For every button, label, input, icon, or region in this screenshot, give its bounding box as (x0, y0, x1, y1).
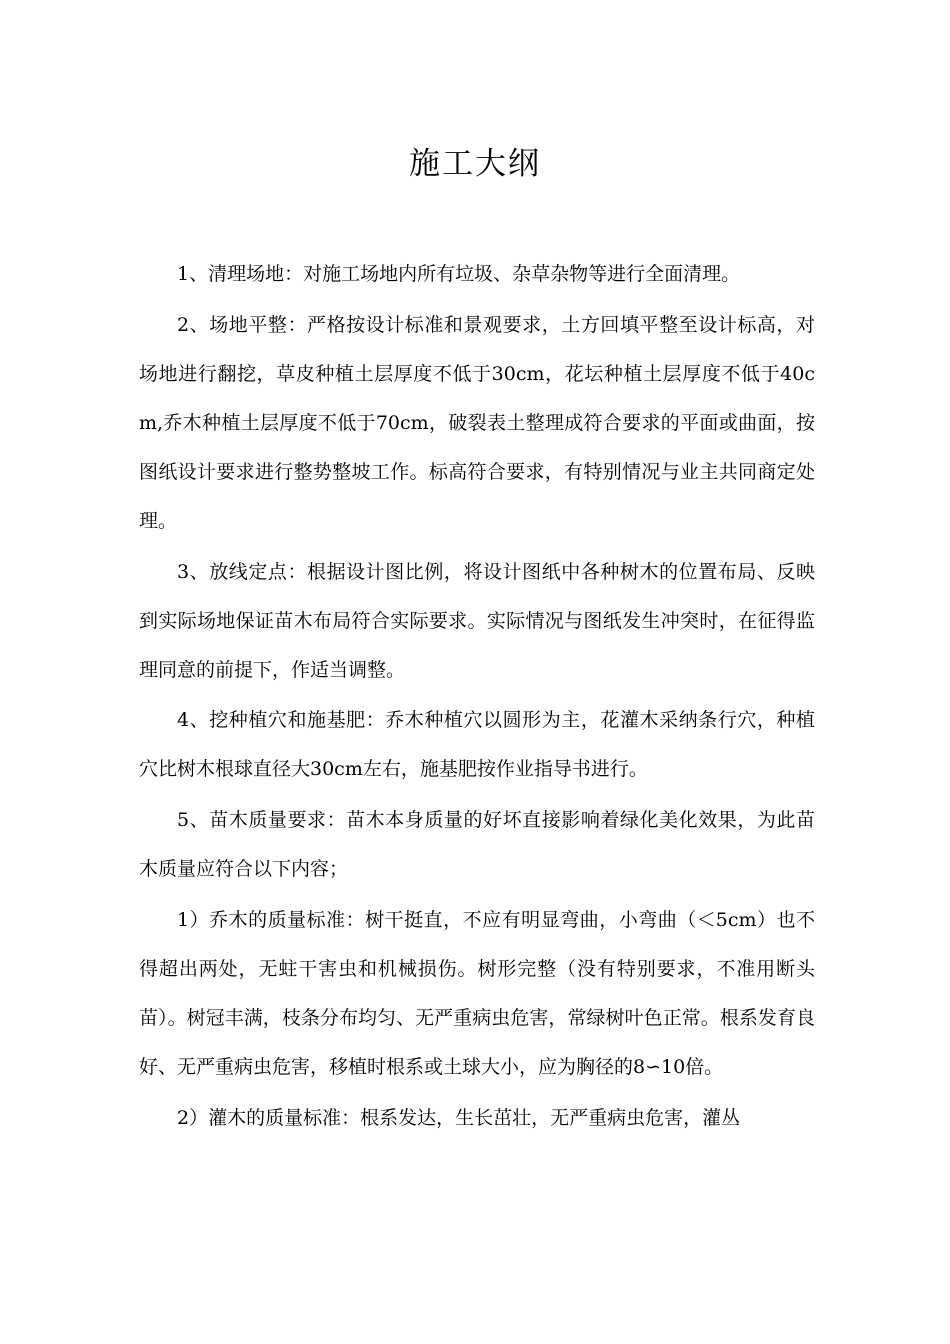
document-body (139, 250, 815, 1143)
paragraph-site-clearing: 1、清理场地：对施工场地内所有垃圾、杂草杂物等进行全面清理。 (177, 263, 741, 285)
paragraph-layout-staking: 3、放线定点：根据设计图比例，将设计图纸中各种树木的位置布局、反映到实际场地保证苗木布局符合实际要求。实际情况与图纸发生冲突时，在征得监理同意的前提下，作适当调整。 (139, 560, 815, 681)
paragraph-planting-pits: 4、挖种植穴和施基肥：乔木种植穴以圆形为主，花灌木采纳条行穴，种植穴比树木根球直径大30cm左右，施基肥按作业指导书进行。 (139, 709, 815, 781)
document-title: 施工大纲 (409, 146, 541, 182)
paragraph-tree-standard: 1）乔木的质量标准：树干挺直，不应有明显弯曲，小弯曲（＜5cm）也不得超出两处，无蛀干害虫和机械损伤。树形完整（没有特别要求，不准用断头苗）。树冠丰满，枝条分布均匀、无严重病虫危害，常绿树叶色正常。根系发育良好、无严重病虫危害，移植时根系或土球大小，应为胸径的8∽10倍。 (139, 908, 815, 1078)
paragraph-site-leveling: 2、场地平整：严格按设计标准和景观要求，土方回填平整至设计标高，对场地进行翻挖，草皮种植土层厚度不低于30cm，花坛种植土层厚度不低于40cm,乔木种植土层厚度不低于70cm，破裂表土整理成符合要求的平面或曲面，按图纸设计要求进行整势整坡工作。标高符合要求，有特别情况与业主共同商定处理。 (139, 313, 815, 532)
paragraph-seedling-quality: 5、苗木质量要求：苗木本身质量的好坏直接影响着绿化美化效果，为此苗木质量应符合以下内容； (139, 809, 815, 881)
paragraph-shrub-standard: 2）灌木的质量标准：根系发达，生长茁壮，无严重病虫危害，灌丛 (177, 1106, 741, 1129)
